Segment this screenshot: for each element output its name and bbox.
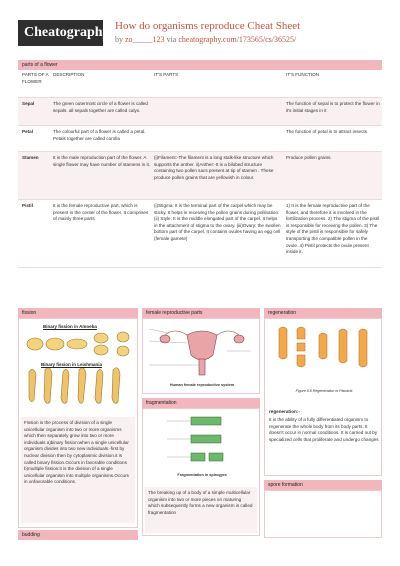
fission-text: Fission is the process of division of a single unicellular organism into two or more organisms which then separately grow into two or more individuals a)binary fission:when a single unicellular organism divides into two new individuals.-first by nuclear division then by cytoplasmic division.it is called binary fission.Occurs in favorable conditions b)multiple fission:it is the division of a single unicellular organism into multiple organisms.Occurs in unfavorable conditions. (21, 417, 135, 523)
part-description: The colourful part of a flower is called a petal. Petals together are called corolla (53, 129, 146, 141)
part-function: The function of petal is to attract insects (286, 129, 367, 134)
section-bar-budding (18, 530, 138, 540)
part-name: Petal (22, 129, 33, 134)
part-components: (i)Stigma: It is the terminal part of the carpel which may be sticky. It helps in receiving the pollen grains during pollination. (ii) Style: It is the middle elongated part of the carpel. It helps in the attachment of stigma to the ovary. (iii)Ovary: the swollen bottom part of the carpel. It contains ovules having an egg cell (female gamete) (154, 203, 281, 241)
regeneration-subtitle: regeneration:- (269, 409, 300, 414)
part-function: The function of sepal is to protect the flower in it's initial stages in it (286, 101, 380, 113)
byline (115, 35, 296, 44)
female-figure-caption: Human female reproductive system (169, 383, 235, 387)
fission-box (18, 318, 138, 528)
regeneration-figure-caption: Figure 8.6 Regeneration in Planaria (295, 389, 353, 393)
fragmentation-text: The breaking up of a body of a simple multicellular organism into two or more pieces on maturing which subsequently forms a new organism is called fragmentation (145, 487, 257, 533)
regeneration-box (264, 318, 382, 476)
author-link[interactable]: zo_____123 (125, 35, 165, 44)
table-row-pistil (18, 200, 382, 268)
part-name: Sepal (22, 101, 35, 106)
page-title: How do organisms reproduce Cheat Sheet (115, 20, 301, 32)
spore-box (264, 490, 382, 538)
part-function: 1) It is the female reproductive part of the flower, and therefore it is involved in the fertilization process. 2) The stigma of the pistil is responsible for receiving the pollen. 3) The style of the pistil is responsible for safely transporting the compatible pollen in the ovule. 4) Pistil protects the ovule present inside it. (286, 203, 380, 255)
fragmentation-box (142, 408, 260, 536)
fission-figure-label-amoeba: Binary fission in Amoeba (43, 324, 97, 329)
section-bar-regeneration (264, 308, 382, 318)
female-reproductive-illustration (147, 321, 257, 383)
part-description: It is the male reproduction part of the flower. A single flower may have number of stamens in it. (53, 155, 151, 167)
table-row-sepal (18, 98, 382, 126)
part-description: It is the female reproductive part, which is present in the center of the flower. It comprises of mainly three parts (53, 203, 149, 222)
section-bar-fragmentation (142, 398, 260, 408)
section-title-budding: budding (22, 532, 40, 538)
section-bar-spore (264, 480, 382, 490)
part-name: Pistil (22, 203, 33, 208)
section-title-parts: parts of a flower (22, 62, 58, 68)
column-header-description: DESCRIPTION (53, 72, 85, 77)
column-header-function: IT'S FUNCTION (286, 72, 320, 77)
regeneration-text: It is the ability of a fully differentiated organism to regenerate the whole body from its body parts. It doesn't occur in normal conditions. It is carried out by specialized cells that proliferate and undergo changes (269, 417, 379, 442)
fission-figure (23, 322, 133, 414)
via-label: via (166, 35, 177, 44)
logo-text: Cheatography (24, 25, 110, 40)
table-row-petal (18, 126, 382, 152)
cheatsheet-url-link[interactable]: cheatography.com/173565/cs/36525/ (178, 35, 297, 44)
section-title-fission: fission (22, 310, 37, 316)
section-bar-parts (18, 60, 382, 70)
by-label: by (115, 35, 123, 44)
section-title-regeneration: regeneration (268, 310, 297, 316)
fission-figure-label-leishmania: Binary fission in Leishmania (41, 362, 103, 367)
binary-fission-illustration (23, 322, 133, 414)
part-function: Produce pollen grains. (286, 155, 332, 160)
cheatography-logo[interactable] (18, 20, 110, 46)
part-description: The green outermost circle of a flower is called sepals. all sepals together are called calyx. (53, 101, 148, 113)
section-title-female: female reproductive parts (146, 310, 203, 316)
section-title-spore: spore formation (268, 482, 303, 488)
table-header-row (18, 70, 382, 98)
section-bar-female (142, 308, 260, 318)
part-components: (i)Filament:-The filament is a long stalk-like structure which supports the anther. ii)Anther:-It is a bilobed structure containing two pollen sacs present at tip of stamen . These produce pollen grains that are yellowish in colour. (154, 155, 274, 180)
column-header-its-parts: IT'S PARTS (154, 72, 179, 77)
female-box (142, 318, 260, 394)
part-name: Stamen (22, 155, 39, 160)
section-title-fragmentation: fragmentation (146, 400, 177, 406)
column-header-parts: PARTS OF A FLOWER (22, 72, 49, 84)
table-row-stamen (18, 152, 382, 200)
fragmentation-figure-caption: Fragmentation in spirogyra (177, 473, 227, 477)
page-header (0, 0, 400, 58)
section-bar-fission (18, 308, 138, 318)
